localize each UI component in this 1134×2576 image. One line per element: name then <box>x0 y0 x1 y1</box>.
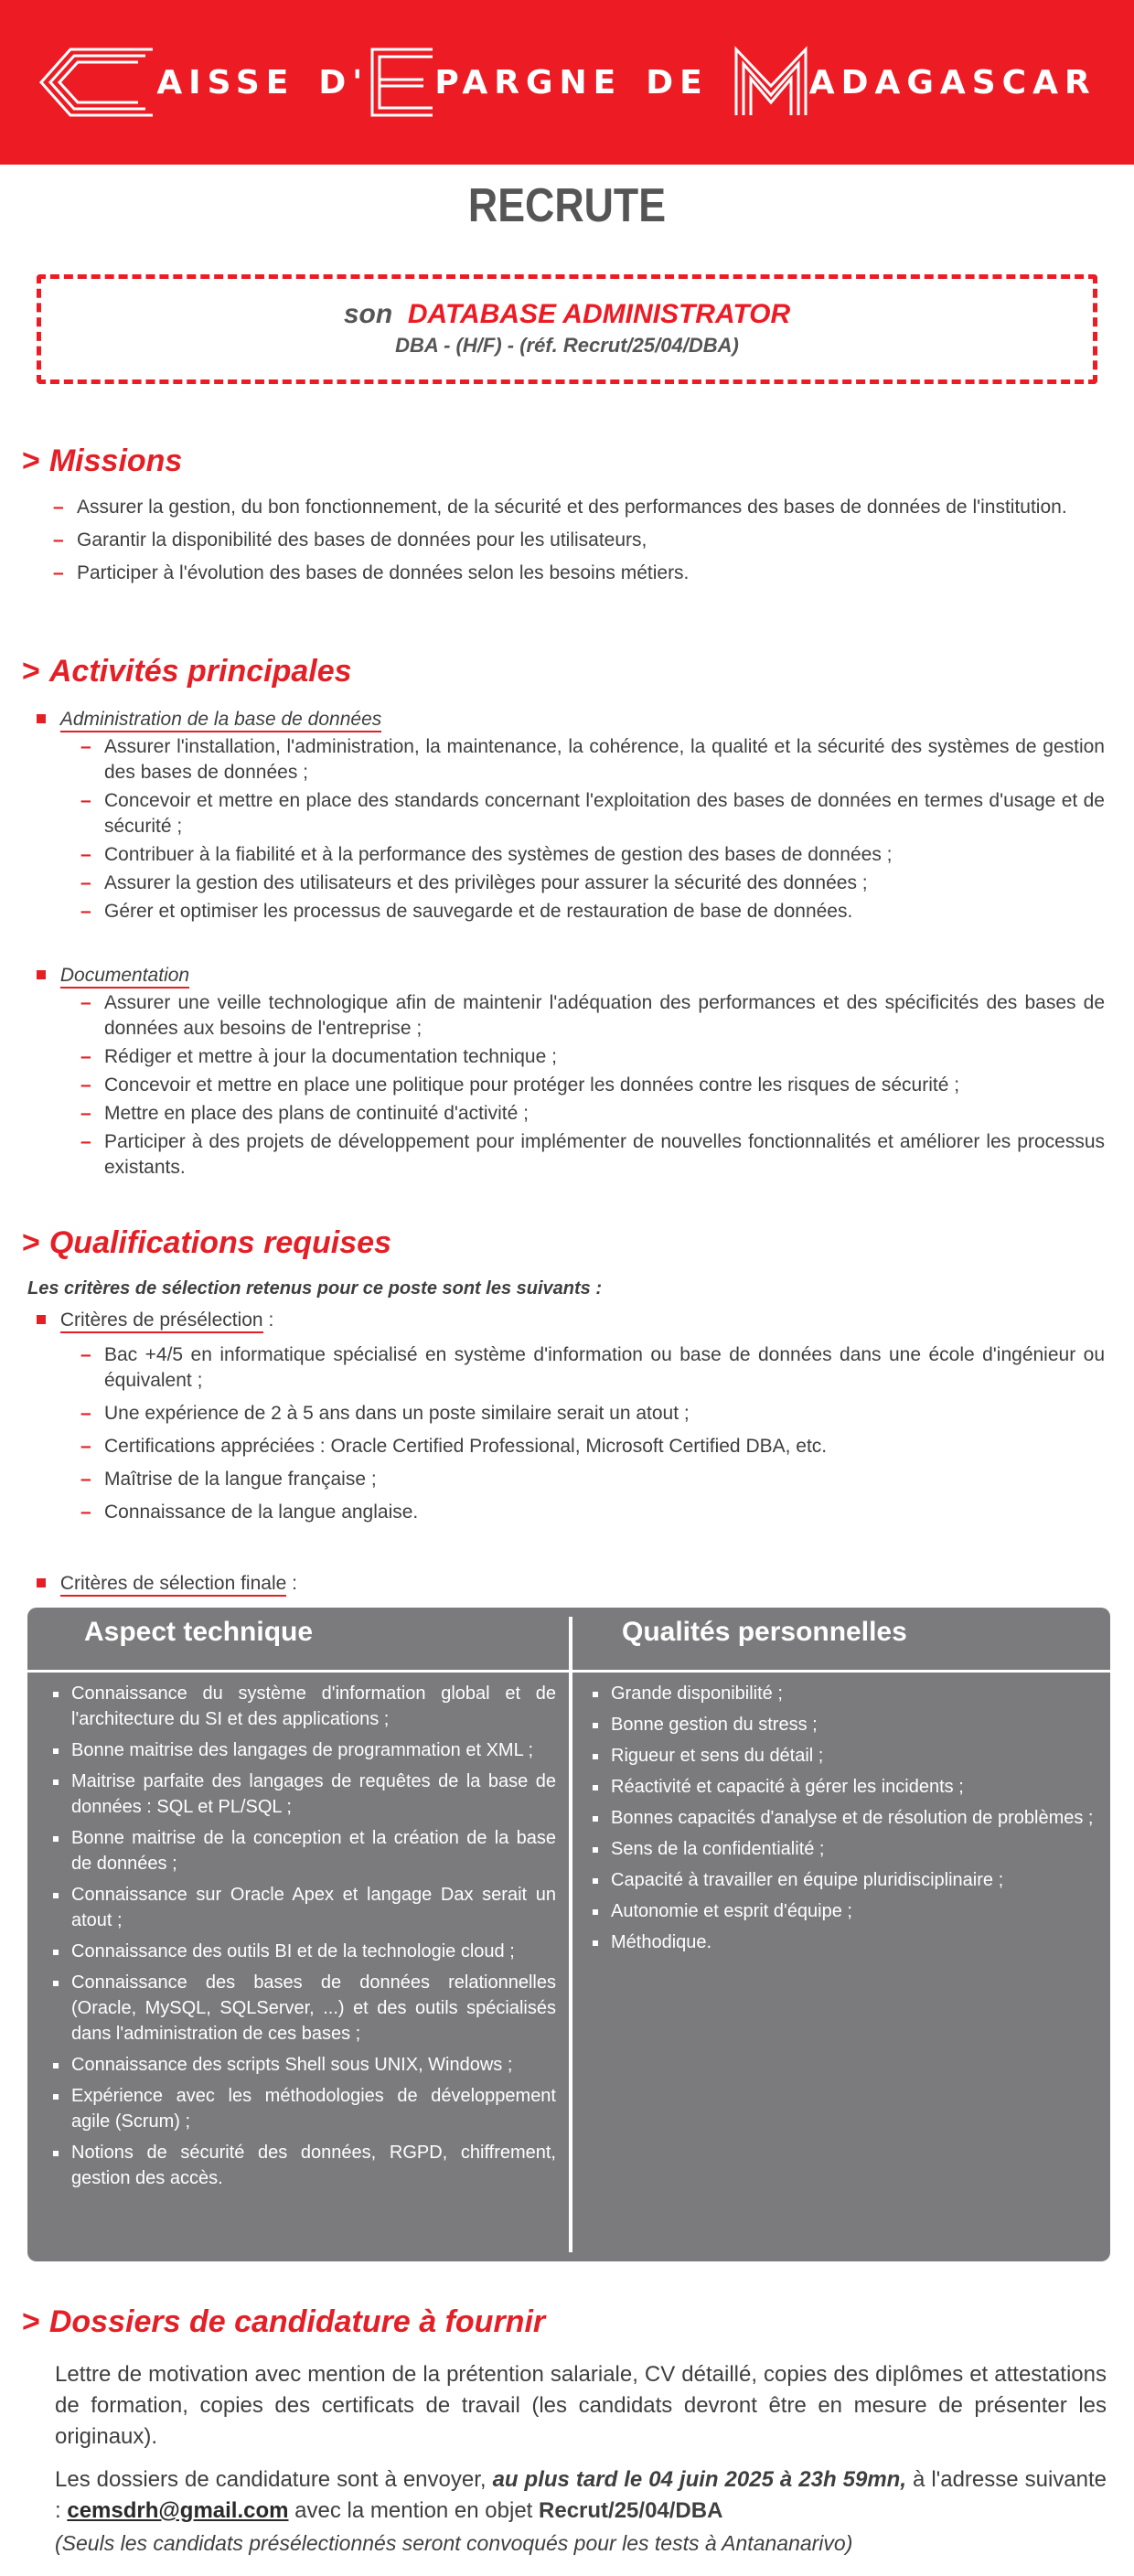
technical-list <box>49 1681 556 2197</box>
preselection-list <box>80 1342 1105 1533</box>
job-title-box <box>37 274 1097 384</box>
logo-word-de: DE <box>646 63 709 102</box>
list-item: Notions de sécurité des données, RGPD, chiffrement, gestion des accès. <box>49 2140 556 2191</box>
job-title-line <box>41 299 1093 330</box>
list-item: Bonnes capacités d'analyse et de résolution de problèmes ; <box>589 1805 1096 1831</box>
list-item: Connaissance du système d'information global et de l'architecture du SI et des applications ; <box>49 1681 556 1732</box>
list-item: Bonne maitrise de la conception et la création de la base de données ; <box>49 1825 556 1876</box>
dossiers-note: (Seuls les candidats présélectionnés seront convoqués pour les tests à Antananarivo) <box>55 2531 853 2555</box>
list-item: – Une expérience de 2 à 5 ans dans un poste similaire serait un atout ; <box>80 1401 1105 1427</box>
list-item: – Connaissance de la langue anglaise. <box>80 1500 1105 1525</box>
list-item: Rigueur et sens du détail ; <box>589 1743 1096 1769</box>
list-item: – Mettre en place des plans de continuité d'activité ; <box>80 1101 1105 1127</box>
job-prefix: son <box>343 299 393 329</box>
subject-reference: Recrut/25/04/DBA <box>539 2498 723 2523</box>
dossiers-paragraph-2: Les dossiers de candidature sont à envoyer, au plus tard le 04 juin 2025 à 23h 59mn, à l'adresse suivante : cemsdrh@gmail.com avec la mention en objet Recrut/25/04/DBA <box>55 2467 1107 2523</box>
documentation-list <box>80 990 1105 1183</box>
subsection-preselection: Critères de présélection : <box>37 1309 273 1331</box>
dossiers-paragraph-1: Lettre de motivation avec mention de la prétention salariale, CV détaillé, copies des diplômes et attestations de formation, copies des certificats de travail (les candidats devront être en mesure de présenter les originaux). <box>55 2362 1107 2449</box>
column-header-technical: Aspect technique <box>84 1617 314 1647</box>
chevron-right-icon: > <box>22 2304 40 2339</box>
section-title-qualifications: > Qualifications requises <box>22 1225 391 1260</box>
list-item: Méthodique. <box>589 1929 1096 1955</box>
header-banner <box>0 0 1134 165</box>
deadline-text: au plus tard le 04 juin 2025 à 23h 59mn, <box>492 2467 906 2492</box>
chevron-right-icon: > <box>22 654 40 689</box>
list-item: – Assurer l'installation, l'administration, la maintenance, la cohérence, la qualité et la sécurité des systèmes de gestion des bases de données ; <box>80 734 1105 786</box>
personal-qualities-list <box>589 1681 1096 1961</box>
missions-list <box>53 494 1105 593</box>
list-item: – Garantir la disponibilité des bases de données pour les utilisateurs, <box>53 527 1105 554</box>
criteria-intro: Les critères de sélection retenus pour ce poste sont les suivants : <box>27 1278 602 1299</box>
section-title-missions: > Missions <box>22 444 183 478</box>
subsection-documentation: Documentation <box>37 965 189 987</box>
list-item: Autonomie et esprit d'équipe ; <box>589 1898 1096 1924</box>
list-item: Connaissance des scripts Shell sous UNIX, Windows ; <box>49 2052 556 2078</box>
list-item: Maitrise parfaite des langages de requêtes de la base de données : SQL et PL/SQL ; <box>49 1769 556 1820</box>
logo-letter-e <box>369 46 434 119</box>
header-divider-right <box>572 1670 1110 1673</box>
list-item: – Contribuer à la fiabilité et à la performance des systèmes de gestion des bases de données ; <box>80 842 1105 868</box>
job-role: DATABASE ADMINISTRATOR <box>407 299 791 329</box>
chevron-right-icon: > <box>22 444 40 478</box>
list-item: – Bac +4/5 en informatique spécialisé en système d'information ou base de données dans une école d'ingénieur ou équivalent ; <box>80 1342 1105 1394</box>
list-item: – Concevoir et mettre en place des standards concernant l'exploitation des bases de données en termes d'usage et de sécurité ; <box>80 788 1105 839</box>
logo-word-aisse: AISSE <box>156 63 295 102</box>
criteria-table <box>27 1608 1110 2261</box>
column-header-personal: Qualités personnelles <box>622 1617 907 1647</box>
section-title-dossiers: > Dossiers de candidature à fournir <box>22 2304 546 2339</box>
list-item: Connaissance des bases de données relationnelles (Oracle, MySQL, SQLServer, ...) et des outils spécialisés dans l'administration de ces bases ; <box>49 1970 556 2047</box>
list-item: Connaissance des outils BI et de la technologie cloud ; <box>49 1939 556 1964</box>
list-item: – Certifications appréciées : Oracle Certified Professional, Microsoft Certified DBA, etc. <box>80 1434 1105 1459</box>
list-item: Capacité à travailler en équipe pluridisciplinaire ; <box>589 1867 1096 1893</box>
list-item: Grande disponibilité ; <box>589 1681 1096 1706</box>
chevron-right-icon: > <box>22 1225 40 1260</box>
section-title-activites: > Activités principales <box>22 654 352 689</box>
header-divider-left <box>27 1670 569 1673</box>
job-reference: DBA - (H/F) - (réf. Recrut/25/04/DBA) <box>395 334 739 357</box>
page-title: RECRUTE <box>467 179 667 232</box>
list-item: – Assurer la gestion des utilisateurs et des privilèges pour assurer la sécurité des données ; <box>80 871 1105 896</box>
email-link[interactable]: cemsdrh@gmail.com <box>67 2498 289 2523</box>
subsection-admin: Administration de la base de données <box>37 709 381 731</box>
list-item: – Rédiger et mettre à jour la documentation technique ; <box>80 1044 1105 1070</box>
column-divider <box>569 1617 572 2252</box>
list-item: Sens de la confidentialité ; <box>589 1836 1096 1862</box>
list-item: – Assurer la gestion, du bon fonctionnement, de la sécurité et des performances des bases de données de l'institution. <box>53 494 1105 521</box>
logo-word-pargne: PARGNE <box>434 63 623 102</box>
list-item: – Participer à l'évolution des bases de données selon les besoins métiers. <box>53 560 1105 587</box>
admin-list <box>80 734 1105 927</box>
list-item: – Participer à des projets de développement pour implémenter de nouvelles fonctionnalités et améliorer les processus existants. <box>80 1129 1105 1181</box>
list-item: – Maîtrise de la langue française ; <box>80 1467 1105 1492</box>
list-item: – Assurer une veille technologique afin de maintenir l'adéquation des performances et des spécificités des bases de données aux besoins de l'entreprise ; <box>80 990 1105 1042</box>
logo-letter-c <box>37 46 156 119</box>
logo <box>37 46 1096 119</box>
logo-letter-m <box>733 46 809 119</box>
list-item: Bonne maitrise des langages de programmation et XML ; <box>49 1737 556 1763</box>
list-item: Réactivité et capacité à gérer les incidents ; <box>589 1774 1096 1800</box>
list-item: – Gérer et optimiser les processus de sauvegarde et de restauration de base de données. <box>80 899 1105 925</box>
subsection-final-selection: Critères de sélection finale : <box>37 1573 297 1595</box>
logo-word-adagascar: ADAGASCAR <box>808 63 1097 102</box>
logo-word-d: D' <box>318 63 369 102</box>
list-item: – Concevoir et mettre en place une politique pour protéger les données contre les risques de sécurité ; <box>80 1073 1105 1098</box>
list-item: Connaissance sur Oracle Apex et langage Dax serait un atout ; <box>49 1882 556 1933</box>
list-item: Bonne gestion du stress ; <box>589 1712 1096 1737</box>
list-item: Expérience avec les méthodologies de développement agile (Scrum) ; <box>49 2083 556 2134</box>
